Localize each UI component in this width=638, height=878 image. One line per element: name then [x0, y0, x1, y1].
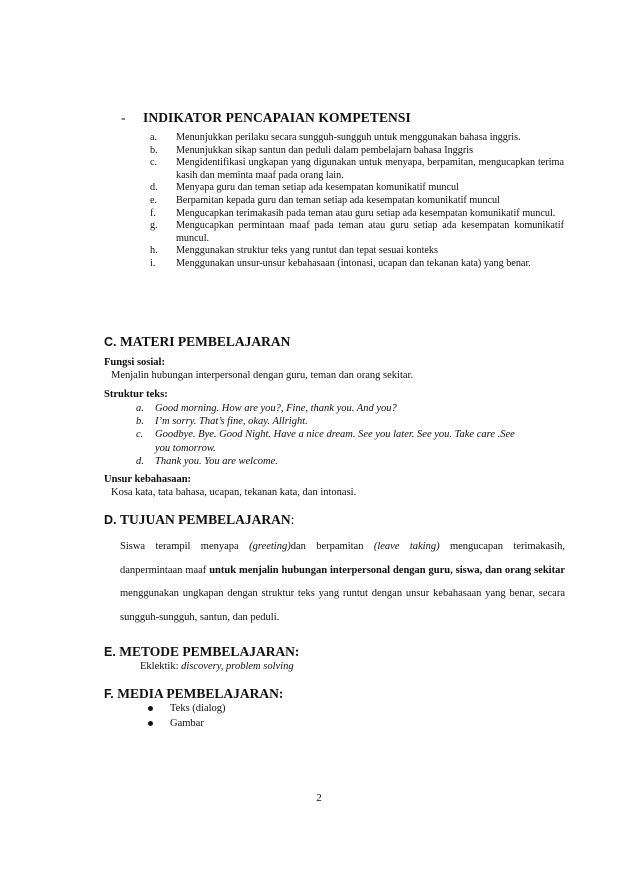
item-text: Berpamitan kepada guru dan teman setiap ada kesempatan komunikatif muncul — [176, 194, 500, 206]
item-letter: a. — [136, 403, 144, 414]
section-letter: F. — [104, 687, 114, 701]
list-item — [150, 157, 564, 182]
heading-dash: - — [121, 110, 126, 125]
item-letter: g. — [150, 220, 158, 232]
section-title: METODE PEMBELAJARAN: — [119, 644, 300, 659]
list-item — [136, 428, 536, 454]
item-letter: i. — [150, 257, 156, 269]
item-text: Goodbye. Bye. Good Night. Have a nice dream. See you later. See you. Take care .See you tomorrow. — [155, 429, 515, 454]
metode-text — [140, 661, 294, 672]
item-letter: c. — [150, 157, 158, 169]
section-d-heading — [104, 512, 294, 528]
metode-label: Eklektik: — [140, 661, 182, 672]
section-letter: D. — [104, 513, 117, 527]
fungsi-sosial-label: Fungsi sosial: — [104, 357, 165, 368]
indikator-title: INDIKATOR PENCAPAIAN KOMPETENSI — [143, 110, 411, 125]
item-letter: f. — [150, 207, 156, 219]
list-item — [136, 415, 536, 428]
list-item — [150, 220, 564, 245]
media-list — [148, 701, 226, 731]
item-text: Teks (dialog) — [170, 703, 226, 714]
list-item — [148, 716, 226, 731]
list-item — [136, 402, 536, 415]
list-item — [150, 245, 564, 258]
section-f-heading — [104, 686, 283, 702]
section-c-heading — [104, 334, 290, 350]
list-item — [150, 195, 564, 208]
bullet-icon — [148, 706, 153, 711]
item-text: Menggunakan unsur-unsur kebahasaan (intonasi, ucapan dan tekanan kata) yang benar. — [176, 257, 531, 269]
tujuan-bold: untuk menjalin hubungan interpersonal dengan guru, siswa, dan orang sekitar — [209, 564, 565, 576]
item-letter: b. — [150, 144, 158, 156]
item-text: Menunjukkan sikap santun dan peduli dalam pembelajarn bahasa Inggris — [176, 144, 474, 156]
indikator-list — [150, 132, 564, 271]
unsur-kebahasaan-label: Unsur kebahasaan: — [104, 474, 192, 485]
tujuan-leave-taking: (leave taking) — [373, 541, 440, 552]
section-letter: C. — [104, 335, 117, 349]
unsur-kebahasaan-text: Kosa kata, tata bahasa, ucapan, tekanan kata, dan intonasi. — [111, 487, 357, 498]
list-item — [150, 258, 564, 271]
item-text: Thank you. You are welcome. — [155, 455, 278, 467]
tujuan-text: Siswa terampil menyapa — [120, 541, 250, 552]
indikator-heading — [121, 110, 411, 126]
list-item — [150, 182, 564, 195]
tujuan-text: mengucapan terimakasih, danpermintaan maaf — [120, 541, 566, 576]
tujuan-paragraph — [120, 535, 565, 629]
item-letter: a. — [150, 132, 158, 143]
section-letter: E. — [104, 645, 116, 659]
tujuan-greeting: (greeting) — [249, 541, 291, 552]
item-letter: e. — [150, 194, 158, 206]
list-item — [150, 145, 564, 158]
list-item — [136, 455, 536, 468]
title-colon: : — [290, 512, 295, 527]
item-text: I’m sorry. That’s fine, okay. Allright. — [155, 416, 308, 428]
item-letter: b. — [136, 416, 144, 428]
item-letter: h. — [150, 245, 158, 257]
struktur-teks-list — [136, 402, 536, 468]
list-item — [148, 701, 226, 716]
item-text: Mengucapkan permintaan maaf pada teman atau guru setiap ada kesempatan komunikatif muncul. — [176, 220, 564, 244]
item-text: Menyapa guru dan teman setiap ada kesempatan komunikatif muncul — [176, 182, 459, 194]
item-text: Mengucapkan terimakasih pada teman atau guru setiap ada kesempatan komunikatif muncul. — [176, 207, 556, 219]
item-text: Mengidentifikasi ungkapan yang digunakan untuk menyapa, berpamitan, mengucapkan terima kasih dan meminta maaf pada orang lain. — [176, 157, 564, 181]
list-item — [150, 132, 564, 145]
item-letter: d. — [136, 455, 144, 467]
section-title: MATERI PEMBELAJARAN — [119, 334, 291, 349]
metode-value: discovery, problem solving — [181, 661, 294, 672]
item-letter: c. — [136, 429, 144, 441]
bullet-icon — [148, 721, 153, 726]
item-text: Menunjukkan perilaku secara sungguh-sungguh untuk menggunakan bahasa inggris. — [176, 132, 521, 143]
tujuan-text: menggunakan ungkapan dengan struktur teks yang runtut dengan unsur kebahasaan yang benar, secara sungguh-sungguh, santun, dan peduli. — [120, 588, 565, 623]
fungsi-sosial-text: Menjalin hubungan interpersonal dengan guru, teman dan orang sekitar. — [111, 370, 414, 381]
struktur-teks-label: Struktur teks: — [104, 389, 168, 400]
page-number: 2 — [316, 792, 322, 804]
section-title: MEDIA PEMBELAJARAN: — [117, 686, 284, 701]
section-e-heading — [104, 644, 299, 660]
item-text: Good morning. How are you?, Fine, thank you. And you? — [155, 403, 397, 414]
item-letter: d. — [150, 182, 158, 194]
section-title: TUJUAN PEMBELAJARAN — [119, 512, 291, 527]
item-text: Menggunakan struktur teks yang runtut dan tepat sesuai konteks — [176, 245, 438, 257]
list-item — [150, 208, 564, 221]
item-text: Gambar — [170, 718, 204, 729]
tujuan-text: dan berpamitan — [290, 541, 374, 552]
